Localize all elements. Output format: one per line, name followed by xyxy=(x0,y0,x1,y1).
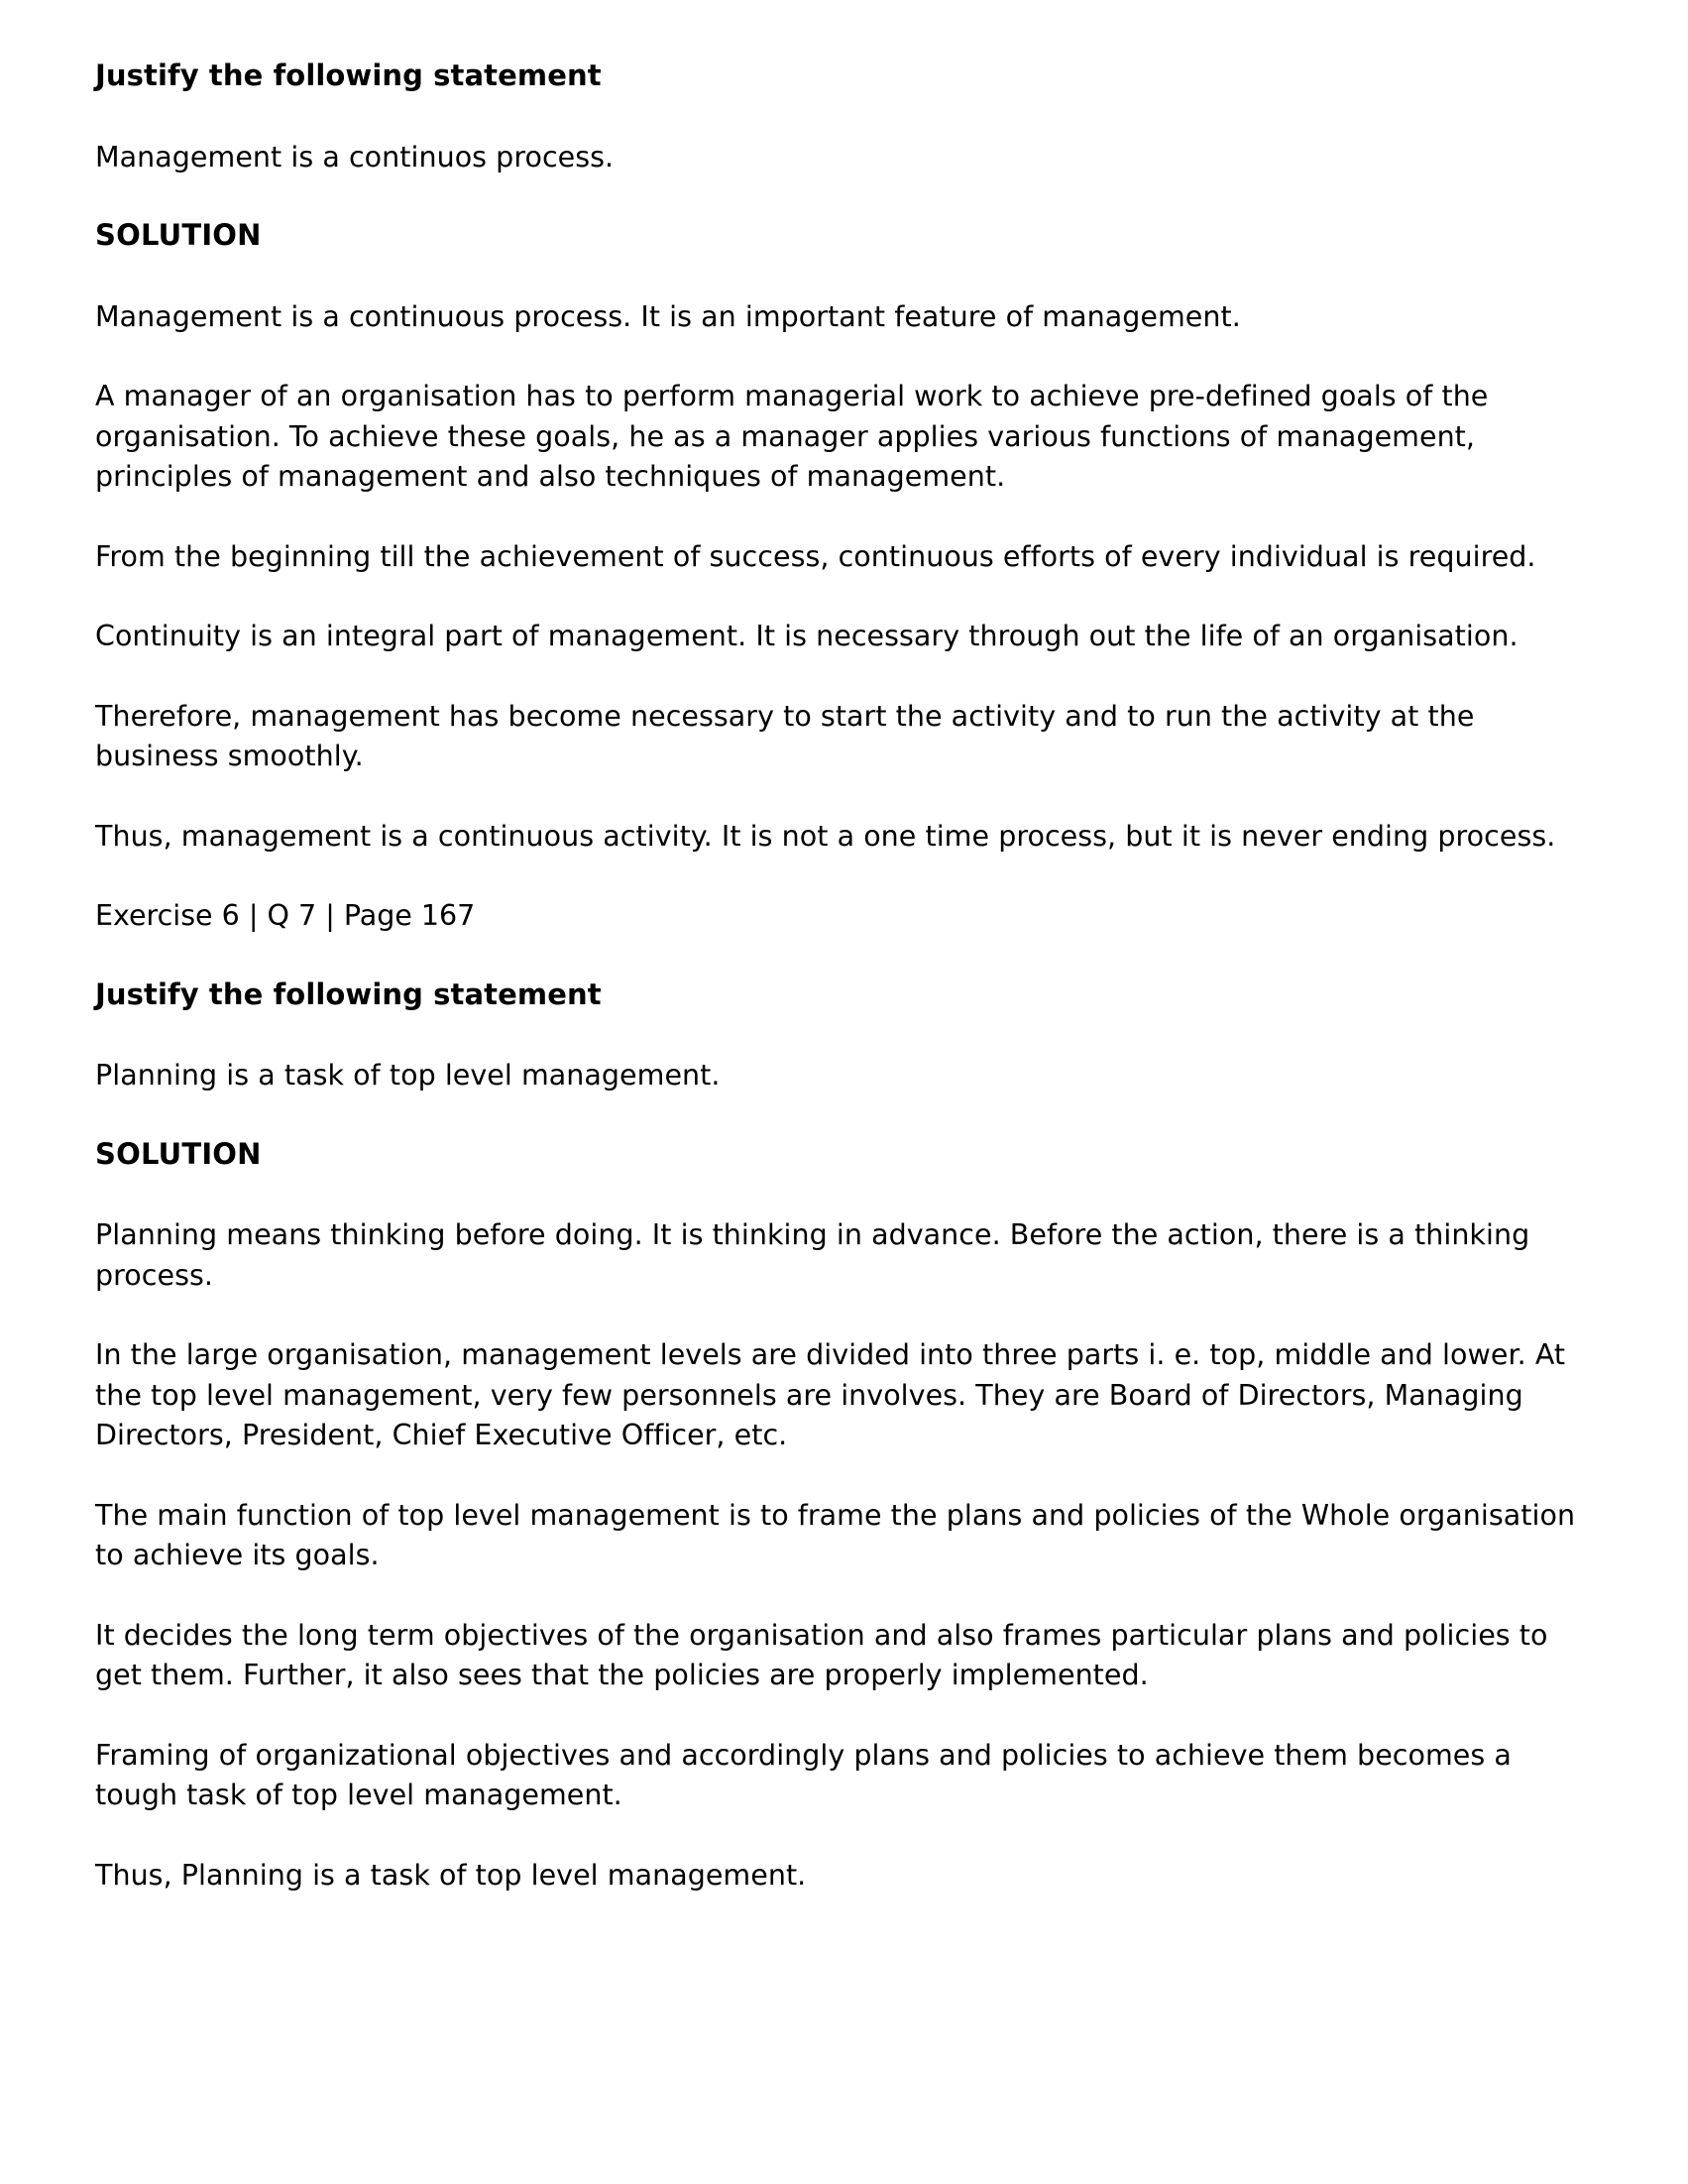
question-heading: Justify the following statement xyxy=(95,977,602,1011)
question-section-1 xyxy=(95,57,1582,937)
question-statement: Planning is a task of top level management. xyxy=(95,1059,721,1092)
question-heading: Justify the following statement xyxy=(95,58,602,92)
document-content xyxy=(95,57,1582,1896)
solution-paragraph: Management is a continuous process. It is an important feature of management. xyxy=(95,299,1241,333)
solution-paragraph: In the large organisation, management levels are divided into three parts i. e. top, middle and lower. At the top level management, very few personnels are involves. They are Board of Directors, Managing Directors, President, Chief Executive Officer, etc. xyxy=(95,1338,1566,1452)
question-section-2 xyxy=(95,977,1582,1896)
solution-paragraph: From the beginning till the achievement of success, continuous efforts of every individual is required. xyxy=(95,539,1536,573)
solution-paragraph: A manager of an organisation has to perform managerial work to achieve pre-defined goals of the organisation. To achieve these goals, he as a manager applies various functions of management, principles of management and also techniques of management. xyxy=(95,380,1489,494)
solution-label: SOLUTION xyxy=(95,218,262,253)
solution-label: SOLUTION xyxy=(95,1136,262,1171)
solution-paragraph: Planning means thinking before doing. It is thinking in advance. Before the action, there is a thinking process. xyxy=(95,1218,1530,1292)
exercise-reference: Exercise 6 | Q 7 | Page 167 xyxy=(95,899,476,933)
solution-paragraph: Thus, management is a continuous activity. It is not a one time process, but it is never ending process. xyxy=(95,819,1556,853)
solution-paragraph: The main function of top level management is to frame the plans and policies of the Whole organisation to achieve its goals. xyxy=(95,1498,1576,1572)
solution-paragraph: Thus, Planning is a task of top level management. xyxy=(95,1858,807,1892)
solution-paragraph: It decides the long term objectives of the organisation and also frames particular plans and policies to get them. Further, it also sees that the policies are properly implemented. xyxy=(95,1618,1548,1692)
question-statement: Management is a continuos process. xyxy=(95,140,615,173)
solution-paragraph: Therefore, management has become necessary to start the activity and to run the activity at the business smoothly. xyxy=(95,699,1475,773)
solution-paragraph: Framing of organizational objectives and accordingly plans and policies to achieve them becomes a tough task of top level management. xyxy=(95,1738,1512,1812)
solution-paragraph: Continuity is an integral part of management. It is necessary through out the life of an organisation. xyxy=(95,620,1519,653)
